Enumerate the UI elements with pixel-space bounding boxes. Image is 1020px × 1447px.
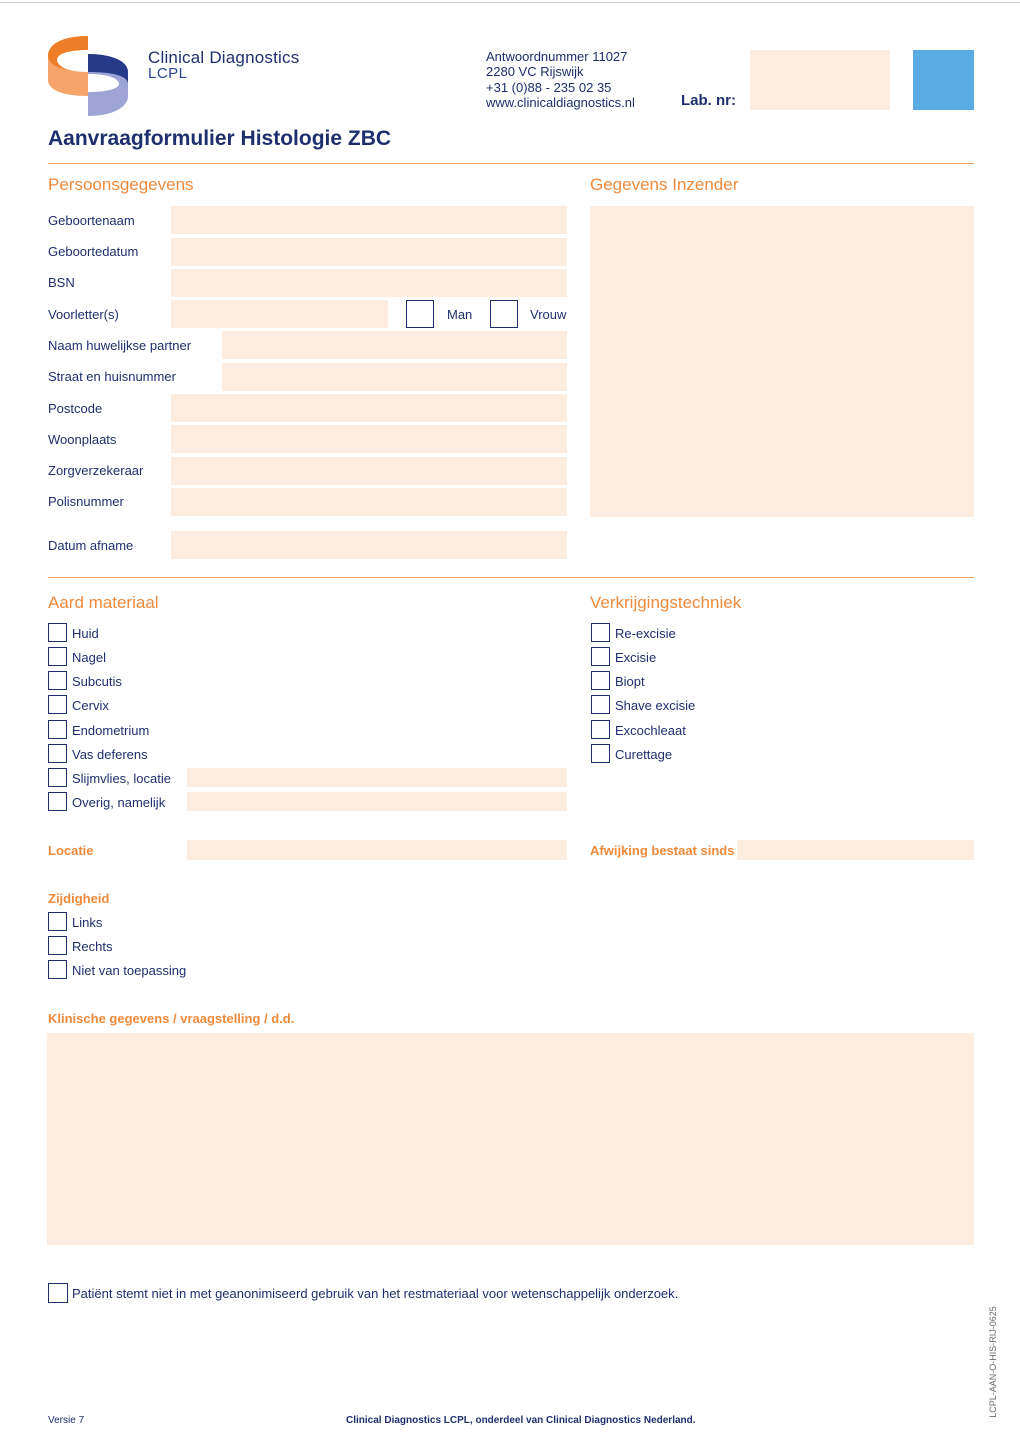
material-checkbox[interactable]	[48, 720, 67, 739]
clinical-diagnostics-logo	[45, 32, 131, 118]
material-checkbox[interactable]	[48, 623, 67, 642]
material-label: Slijmvlies, locatie	[72, 771, 171, 786]
material-checkbox[interactable]	[48, 671, 67, 690]
partner-label: Naam huwelijkse partner	[48, 338, 192, 353]
material-section-title: Aard materiaal	[48, 593, 159, 612]
bsn-field[interactable]	[171, 269, 567, 297]
address-web[interactable]: www.clinicaldiagnostics.nl	[486, 95, 635, 110]
zijdigheid-label: Niet van toepassing	[72, 963, 187, 978]
technique-label: Biopt	[615, 674, 645, 689]
zorgverzekeraar-field[interactable]	[171, 457, 567, 485]
material-label: Subcutis	[72, 674, 122, 689]
material-label: Cervix	[72, 698, 109, 713]
material-label: Vas deferens	[72, 747, 148, 762]
polisnummer-label: Polisnummer	[48, 494, 124, 509]
datum-afname-label: Datum afname	[48, 538, 134, 553]
technique-checkbox[interactable]	[591, 647, 610, 666]
address-line1: Antwoordnummer 11027	[486, 49, 628, 64]
technique-checkbox[interactable]	[591, 695, 610, 714]
vrouw-checkbox[interactable]	[490, 300, 518, 328]
technique-checkbox[interactable]	[591, 744, 610, 763]
zijdigheid-title: Zijdigheid	[48, 891, 110, 906]
material-checkbox[interactable]	[48, 792, 67, 811]
zijdigheid-checkbox[interactable]	[48, 960, 67, 979]
overig-field[interactable]	[187, 792, 567, 811]
technique-label: Re-excisie	[615, 626, 676, 641]
straat-field[interactable]	[222, 363, 567, 391]
material-label: Nagel	[72, 650, 106, 665]
klinisch-field[interactable]	[47, 1033, 974, 1245]
material-checkbox[interactable]	[48, 768, 67, 787]
submitter-field[interactable]	[590, 206, 974, 517]
geboortedatum-label: Geboortedatum	[48, 244, 139, 259]
technique-checkbox[interactable]	[591, 671, 610, 690]
geboortenaam-field[interactable]	[171, 206, 567, 234]
zijdigheid-label: Rechts	[72, 939, 113, 954]
vrouw-label: Vrouw	[530, 307, 567, 322]
consent-text: Patiënt stemt niet in met geanonimiseerd gebruik van het restmateriaal voor wetenschappelijk onderzoek.	[72, 1286, 679, 1301]
locatie-field[interactable]	[187, 840, 567, 860]
material-checkbox[interactable]	[48, 744, 67, 763]
partner-field[interactable]	[222, 331, 567, 359]
zijdigheid-label: Links	[72, 915, 103, 930]
woonplaats-label: Woonplaats	[48, 432, 117, 447]
technique-section-title: Verkrijgingstechniek	[590, 593, 742, 612]
document-code: LCPL-AAN-O-HIS-RIJ-0625	[988, 1306, 998, 1418]
locatie-label: Locatie	[48, 843, 94, 858]
klinisch-title: Klinische gegevens / vraagstelling / d.d.	[48, 1011, 295, 1026]
man-label: Man	[447, 307, 473, 322]
technique-label: Shave excisie	[615, 698, 696, 713]
barcode-area	[913, 50, 974, 110]
brand-sub: LCPL	[148, 65, 188, 82]
man-checkbox[interactable]	[406, 300, 434, 328]
section-divider	[48, 577, 974, 578]
material-label: Huid	[72, 626, 99, 641]
lab-nr-field[interactable]	[750, 50, 890, 110]
geboortenaam-label: Geboortenaam	[48, 213, 135, 228]
form-title: Aanvraagformulier Histologie ZBC	[48, 127, 392, 150]
consent-checkbox[interactable]	[48, 1283, 68, 1303]
lab-nr-label: Lab. nr:	[681, 92, 736, 109]
geboortedatum-field[interactable]	[171, 238, 567, 266]
address-phone: +31 (0)88 - 235 02 35	[486, 80, 612, 95]
zijdigheid-checkbox[interactable]	[48, 936, 67, 955]
afwijking-label: Afwijking bestaat sinds	[590, 843, 735, 858]
material-label: Overig, namelijk	[72, 795, 166, 810]
technique-label: Curettage	[615, 747, 673, 762]
woonplaats-field[interactable]	[171, 425, 567, 453]
slijmvlies-locatie-field[interactable]	[187, 768, 567, 787]
postcode-label: Postcode	[48, 401, 103, 416]
postcode-field[interactable]	[171, 394, 567, 422]
technique-checkbox[interactable]	[591, 623, 610, 642]
zijdigheid-checkbox[interactable]	[48, 912, 67, 931]
version-label: Versie 7	[48, 1415, 85, 1426]
straat-label: Straat en huisnummer	[48, 369, 176, 384]
material-label: Endometrium	[72, 723, 150, 738]
bsn-label: BSN	[48, 275, 75, 290]
title-divider	[48, 163, 974, 164]
zorgverzekeraar-label: Zorgverzekeraar	[48, 463, 144, 478]
footer-org: Clinical Diagnostics LCPL, onderdeel van Clinical Diagnostics Nederland.	[346, 1415, 696, 1426]
material-checkbox[interactable]	[48, 695, 67, 714]
top-divider	[0, 2, 1020, 3]
voorletters-label: Voorletter(s)	[48, 307, 119, 322]
personal-section-title: Persoonsgegevens	[48, 175, 194, 194]
submitter-section-title: Gegevens Inzender	[590, 175, 739, 194]
afwijking-field[interactable]	[737, 840, 974, 860]
voorletters-field[interactable]	[171, 300, 388, 328]
address-line2: 2280 VC Rijswijk	[486, 64, 584, 79]
polisnummer-field[interactable]	[171, 488, 567, 516]
technique-label: Excisie	[615, 650, 657, 665]
technique-label: Excochleaat	[615, 723, 686, 738]
brand-name: Clinical Diagnostics	[148, 48, 300, 67]
material-checkbox[interactable]	[48, 647, 67, 666]
technique-checkbox[interactable]	[591, 720, 610, 739]
datum-afname-field[interactable]	[171, 531, 567, 559]
